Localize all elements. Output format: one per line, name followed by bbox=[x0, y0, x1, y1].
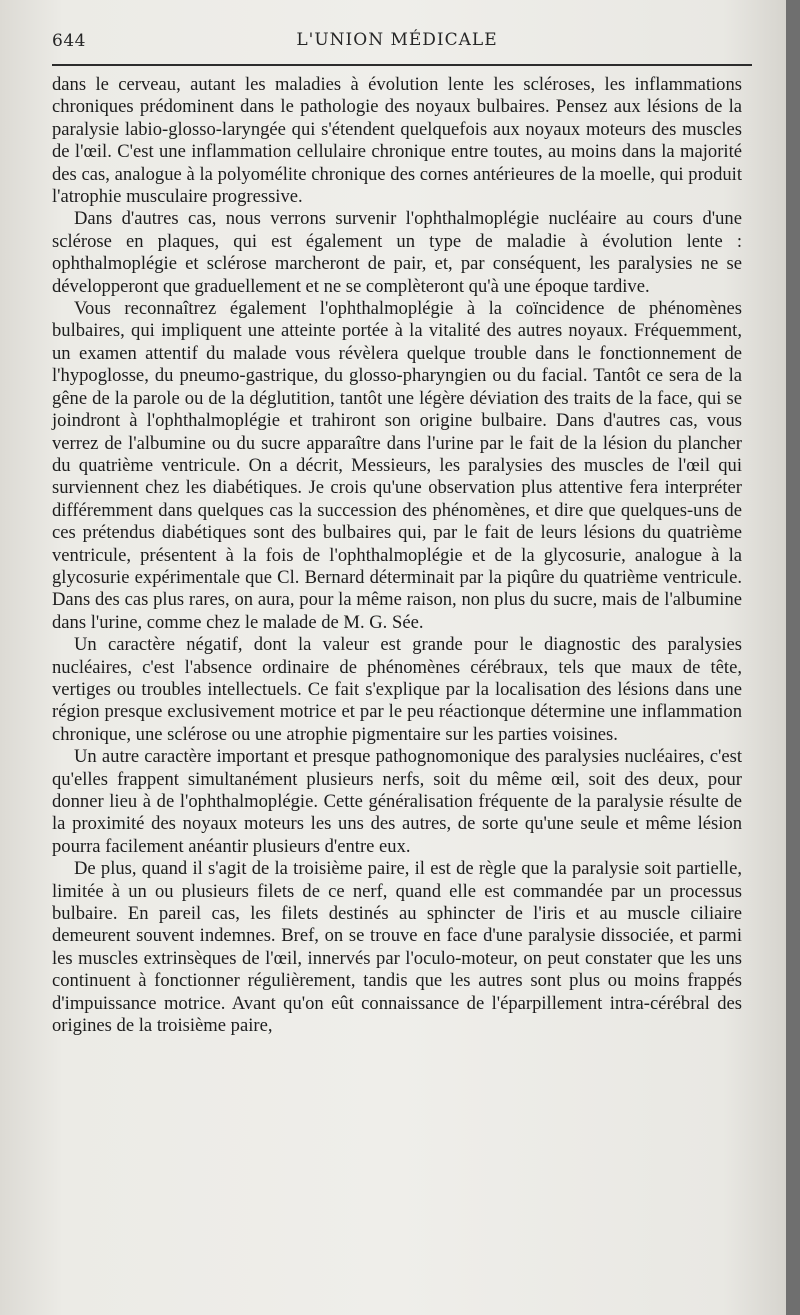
paragraph-3: Vous reconnaîtrez également l'ophthalmoplégie à la coïncidence de phénomènes bulbaires, qui impliquent une atteinte portée à la vitalité des autres noyaux. Fréquemment, un examen attentif du malade vous révèlera quelque trouble dans le fonctionnement de l'hypoglosse, du pneumo-gastrique, du glosso-pharyngien ou du facial. Tantôt ce sera de la gêne de la parole ou de la déglutition, tantôt une légère déviation des traits de la face, qui se joindront à l'ophthalmoplégie et trahiront son origine bulbaire. Dans d'autres cas, vous verrez de l'albumine ou du sucre apparaître dans l'urine par le fait de la lésion du plancher du quatrième ventricule. On a décrit, Messieurs, les paralysies des muscles de l'œil qui surviennent chez les diabétiques. Je crois qu'une observation plus attentive fera interpréter différemment dans quelques cas la succession des phénomènes, et dire que quelques-uns de ces prétendus diabétiques sont des bulbaires qui, par le fait de leurs lésions du quatrième ventricule, présentent à la fois de l'ophthalmoplégie et de la glycosurie, analogue à la glycosurie expérimentale que Cl. Bernard déterminait par la piqûre du quatrième ventricule. Dans des cas plus rares, on aura, pour la même raison, non plus du sucre, mais de l'albumine dans l'urine, comme chez le malade de M. G. Sée. bbox=[52, 298, 742, 633]
page-number: 644 bbox=[52, 31, 86, 51]
running-title: L'UNION MÉDICALE bbox=[296, 30, 498, 50]
paragraph-1: dans le cerveau, autant les maladies à évolution lente les scléroses, les inflammations chroniques prédominent dans le pathologie des noyaux bulbaires. Pensez aux lésions de la paralysie labio-glosso-laryngée qui s'étendent quelquefois aux noyaux moteurs des muscles de l'œil. C'est une inflammation cellulaire chronique entre toutes, au moins dans la majorité des cas, analogue à la polyomélite chronique des cornes antérieures de la moelle, qui produit l'atrophie musculaire progressive. bbox=[52, 74, 742, 208]
paragraph-4: Un caractère négatif, dont la valeur est grande pour le diagnostic des paralysies nucléaires, c'est l'absence ordinaire de phénomènes cérébraux, tels que maux de tête, vertiges ou troubles intellectuels. Ce fait s'explique par la localisation des lésions dans une région presque exclusivement motrice et par le peu réactionque détermine une inflammation chronique, une sclérose ou une atrophie pigmentaire sur les parties voisines. bbox=[52, 634, 742, 745]
paragraph-2: Dans d'autres cas, nous verrons survenir l'ophthalmoplégie nucléaire au cours d'une sclérose en plaques, qui est également un type de maladie à évolution lente : ophthalmoplégie et sclérose marcheront de pair, et, par conséquent, les paralysies ne se développeront que graduellement et ne se complèteront qu'à une époque tardive. bbox=[52, 208, 742, 297]
page-header bbox=[52, 0, 742, 62]
body-text bbox=[52, 62, 742, 1037]
paragraph-5: Un autre caractère important et presque pathognomonique des paralysies nucléaires, c'est qu'elles frappent simultanément plusieurs nerfs, soit du même œil, soit des deux, pour donner lieu à de l'ophthalmoplégie. Cette généralisation fréquente de la paralysie résulte de la proximité des noyaux moteurs les uns des autres, de sorte qu'une seule et même lésion pourra facilement anéantir plusieurs d'entre eux. bbox=[52, 746, 742, 857]
header-rule bbox=[52, 64, 752, 66]
paragraph-6: De plus, quand il s'agit de la troisième paire, il est de règle que la paralysie soit partielle, limitée à un ou plusieurs filets de ce nerf, quand elle est commandée par un processus bulbaire. En pareil cas, les filets destinés au sphincter de l'iris et au muscle ciliaire demeurent souvent indemnes. Bref, on se trouve en face d'une paralysie dissociée, et parmi les muscles extrinsèques de l'œil, innervés par l'oculo-moteur, on peut constater que les uns continuent à fonctionner régulièrement, tandis que les autres sont plus ou moins frappés d'impuissance motrice. Avant qu'on eût connaissance de l'éparpillement intra-cérébral des origines de la troisième paire, bbox=[52, 858, 742, 1037]
